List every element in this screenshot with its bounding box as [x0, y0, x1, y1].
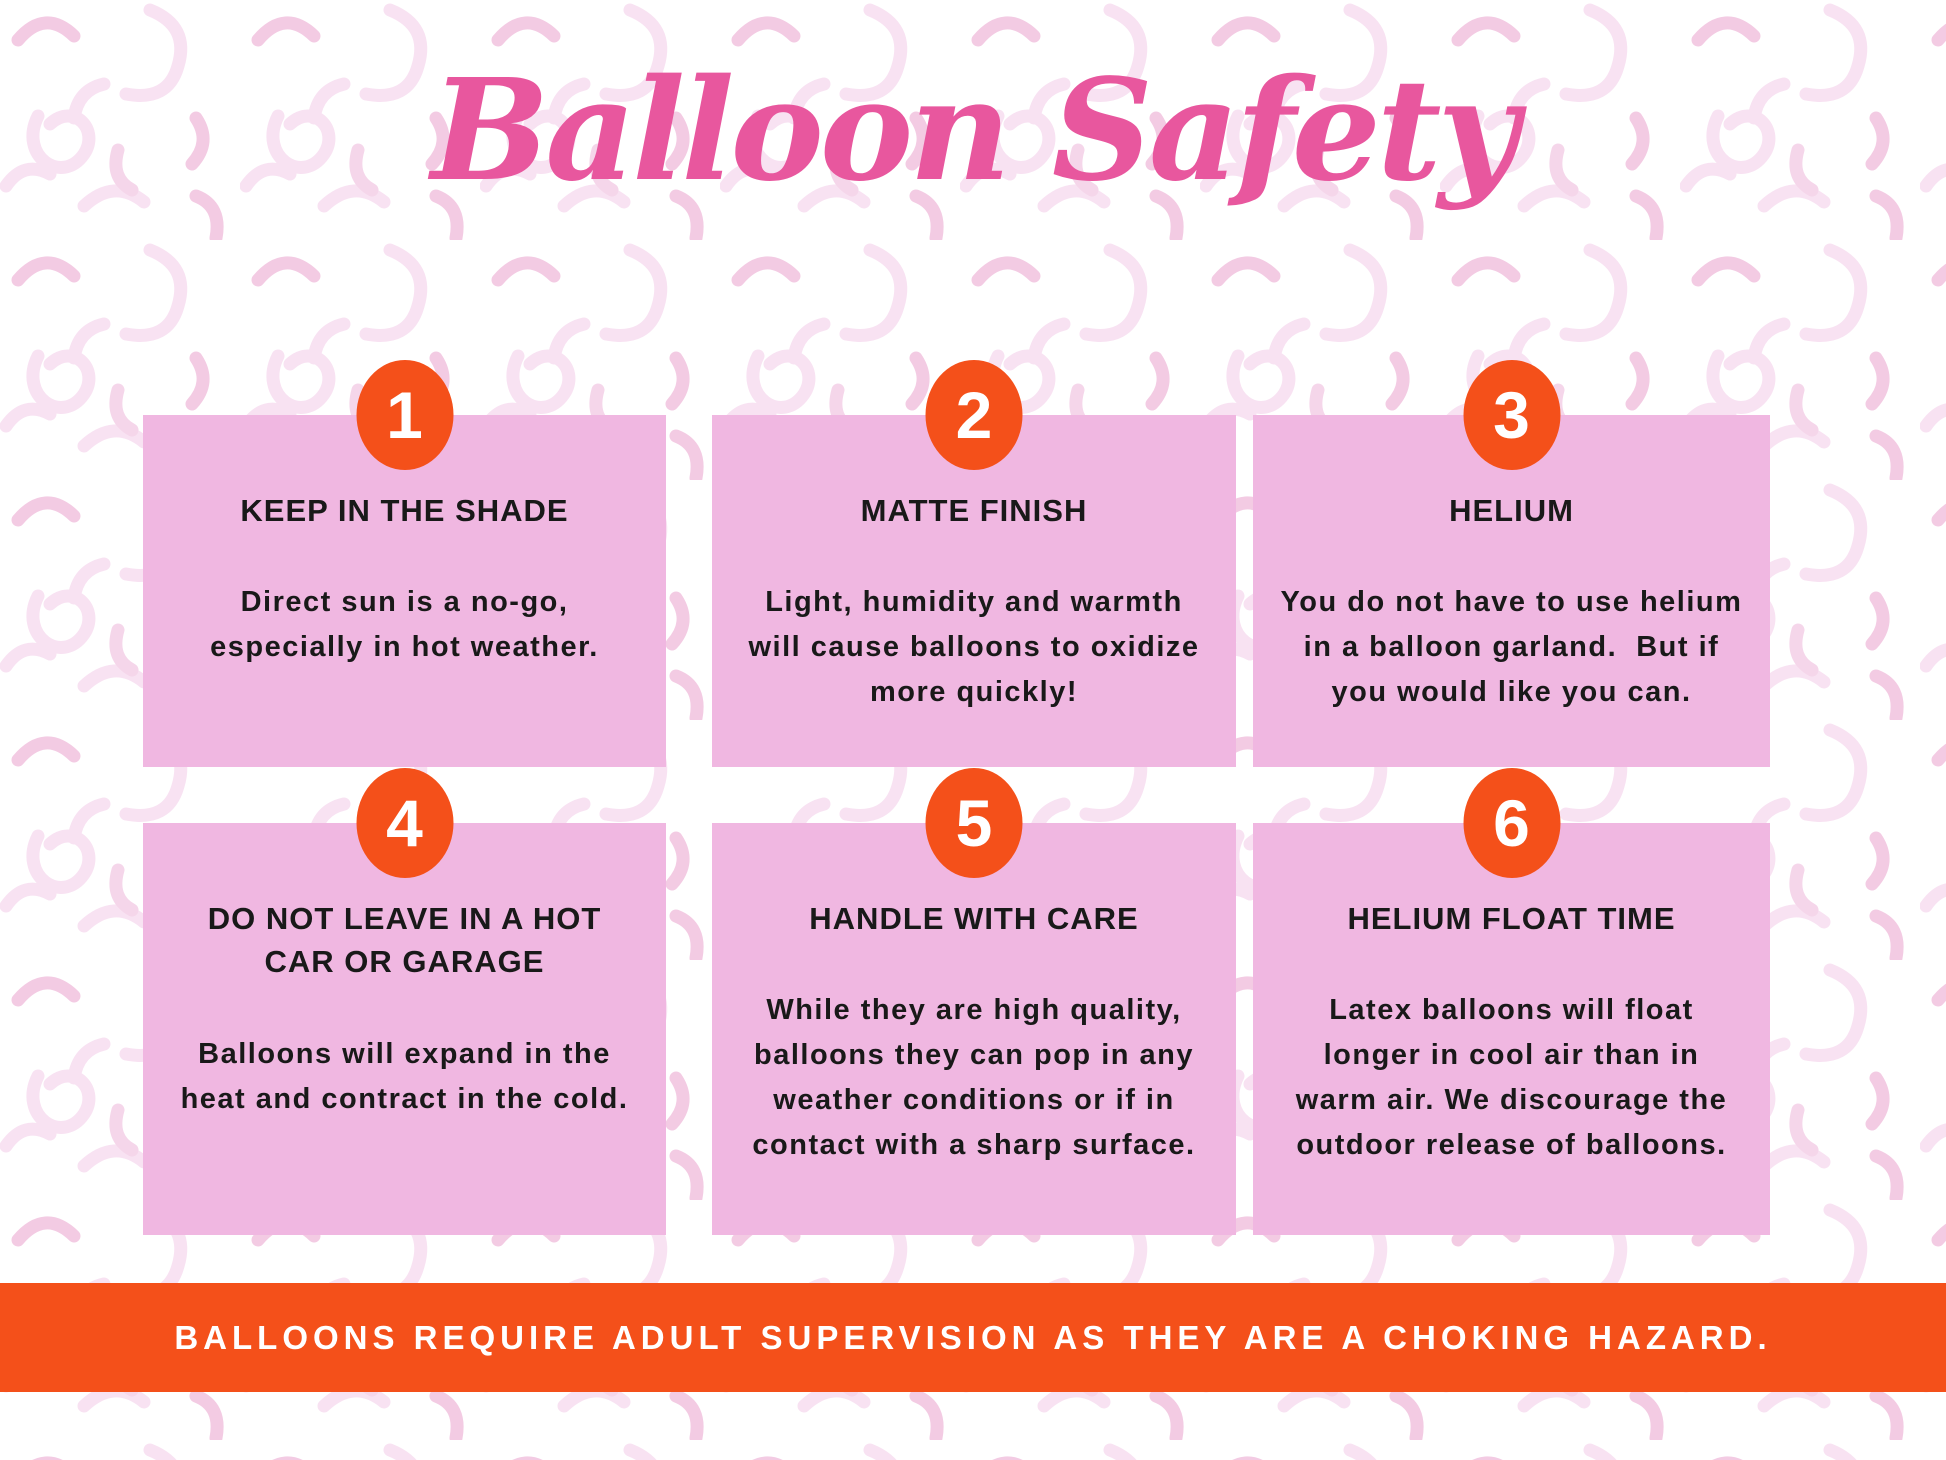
- step-number: 5: [955, 786, 993, 860]
- card-title: HELIUM: [1449, 493, 1574, 528]
- safety-card-3: [1253, 378, 1770, 767]
- card-body: Direct sun is a no-go, especially in hot weather.: [210, 586, 599, 664]
- card-title: DO NOT LEAVE IN A HOT CAR OR GARAGE: [207, 901, 602, 980]
- step-number-badge-4: [356, 768, 453, 878]
- warning-banner: [0, 1283, 1946, 1392]
- card-body: You do not have to use helium in a balloon garland. But if you would like you can.: [1280, 586, 1752, 709]
- safety-card-1: [143, 378, 666, 767]
- step-number-badge-2: [926, 360, 1023, 470]
- card-body: Balloons will expand in the heat and contract in the cold.: [180, 1037, 629, 1115]
- step-number-badge-6: [1463, 768, 1560, 878]
- card-title: KEEP IN THE SHADE: [240, 493, 569, 528]
- page-title: Balloon Safety: [431, 49, 1515, 213]
- safety-card-4: [143, 786, 666, 1235]
- step-number: 1: [386, 378, 423, 452]
- step-number-badge-3: [1463, 360, 1560, 470]
- safety-card-2: [712, 378, 1236, 767]
- step-number-badge-5: [926, 768, 1023, 878]
- step-number: 6: [1493, 786, 1530, 860]
- safety-card-5: [712, 786, 1236, 1235]
- warning-text: BALLOONS REQUIRE ADULT SUPERVISION AS THEY ARE A CHOKING HAZARD.: [174, 1318, 1772, 1356]
- card-body: Light, humidity and warmth will cause balloons to oxidize more quickly!: [748, 586, 1210, 709]
- step-number: 2: [955, 378, 993, 452]
- safety-card-6: [1253, 786, 1770, 1235]
- step-number-badge-1: [356, 360, 453, 470]
- card-body: Latex balloons will float longer in cool air than in warm air. We discourage the outdoor release of balloons.: [1295, 994, 1737, 1162]
- step-number: 3: [1493, 378, 1530, 452]
- card-title: MATTE FINISH: [860, 493, 1088, 528]
- step-number: 4: [386, 786, 423, 860]
- card-title: HELIUM FLOAT TIME: [1347, 901, 1676, 936]
- card-title: HANDLE WITH CARE: [809, 901, 1139, 936]
- card-body: While they are high quality, balloons they can pop in any weather conditions or if in contact with a sharp surface.: [752, 994, 1204, 1162]
